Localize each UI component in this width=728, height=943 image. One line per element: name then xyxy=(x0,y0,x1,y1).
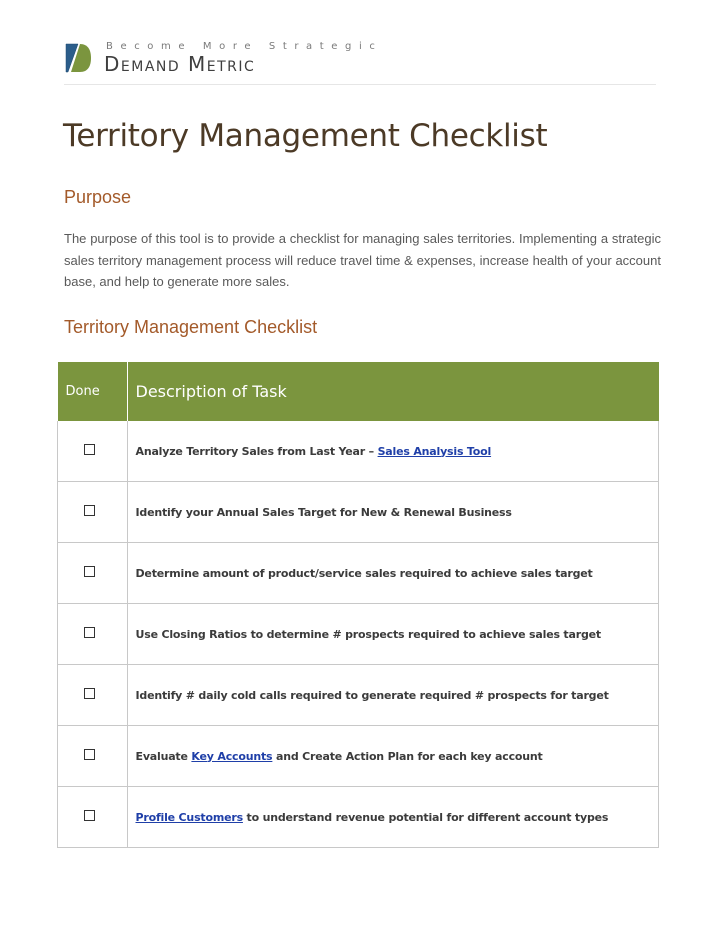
task-description xyxy=(127,726,659,787)
header-divider xyxy=(64,84,656,85)
table-row xyxy=(58,604,659,665)
done-cell xyxy=(58,543,128,604)
task-link[interactable]: Key Accounts xyxy=(191,749,273,763)
task-text: Identify # daily cold calls required to generate required # prospects for target xyxy=(135,688,609,702)
checklist-heading: Territory Management Checklist xyxy=(64,317,318,337)
task-checkbox[interactable] xyxy=(84,810,95,821)
task-description xyxy=(127,665,659,726)
column-header-done: Done xyxy=(58,362,128,421)
brand-logo xyxy=(64,38,664,84)
task-link[interactable]: Profile Customers xyxy=(135,810,243,824)
checklist-table xyxy=(57,362,659,848)
task-checkbox[interactable] xyxy=(84,749,95,760)
done-cell xyxy=(58,604,128,665)
task-checkbox[interactable] xyxy=(84,566,95,577)
purpose-text: The purpose of this tool is to provide a checklist for managing sales territories. Implementing a strategic sales territory management process will reduce travel time & expenses, increase health of your account base, and help to generate more sales. xyxy=(64,231,661,289)
task-description xyxy=(127,421,659,482)
task-checkbox[interactable] xyxy=(84,627,95,638)
task-text: Identify your Annual Sales Target for New & Renewal Business xyxy=(135,505,512,519)
done-cell xyxy=(58,726,128,787)
task-description xyxy=(127,482,659,543)
task-text: Use Closing Ratios to determine # prospects required to achieve sales target xyxy=(135,627,601,641)
task-text: to understand revenue potential for different account types xyxy=(242,810,609,824)
brand-name: Demand Metric xyxy=(104,52,256,76)
table-row xyxy=(58,665,659,726)
table-row xyxy=(58,787,659,848)
done-cell xyxy=(58,482,128,543)
task-description xyxy=(127,604,659,665)
brand-tagline: Become More Strategic xyxy=(106,41,383,52)
task-checkbox[interactable] xyxy=(84,444,95,455)
done-cell xyxy=(58,421,128,482)
table-row xyxy=(58,421,659,482)
page-title: Territory Management Checklist xyxy=(63,118,548,154)
checklist-rows xyxy=(58,421,659,848)
demand-metric-logo-icon xyxy=(64,42,92,74)
task-text: Evaluate xyxy=(135,749,192,763)
purpose-heading: Purpose xyxy=(64,187,132,207)
task-text: and Create Action Plan for each key account xyxy=(272,749,543,763)
task-link[interactable]: Sales Analysis Tool xyxy=(377,444,492,458)
task-checkbox[interactable] xyxy=(84,688,95,699)
done-cell xyxy=(58,665,128,726)
table-header-row xyxy=(58,362,659,421)
table-row xyxy=(58,543,659,604)
table-row xyxy=(58,726,659,787)
task-description xyxy=(127,787,659,848)
column-header-description: Description of Task xyxy=(135,382,287,401)
task-checkbox[interactable] xyxy=(84,505,95,516)
table-row xyxy=(58,482,659,543)
done-cell xyxy=(58,787,128,848)
task-text: Determine amount of product/service sales required to achieve sales target xyxy=(135,566,593,580)
task-text: Analyze Territory Sales from Last Year – xyxy=(135,444,378,458)
task-description xyxy=(127,543,659,604)
